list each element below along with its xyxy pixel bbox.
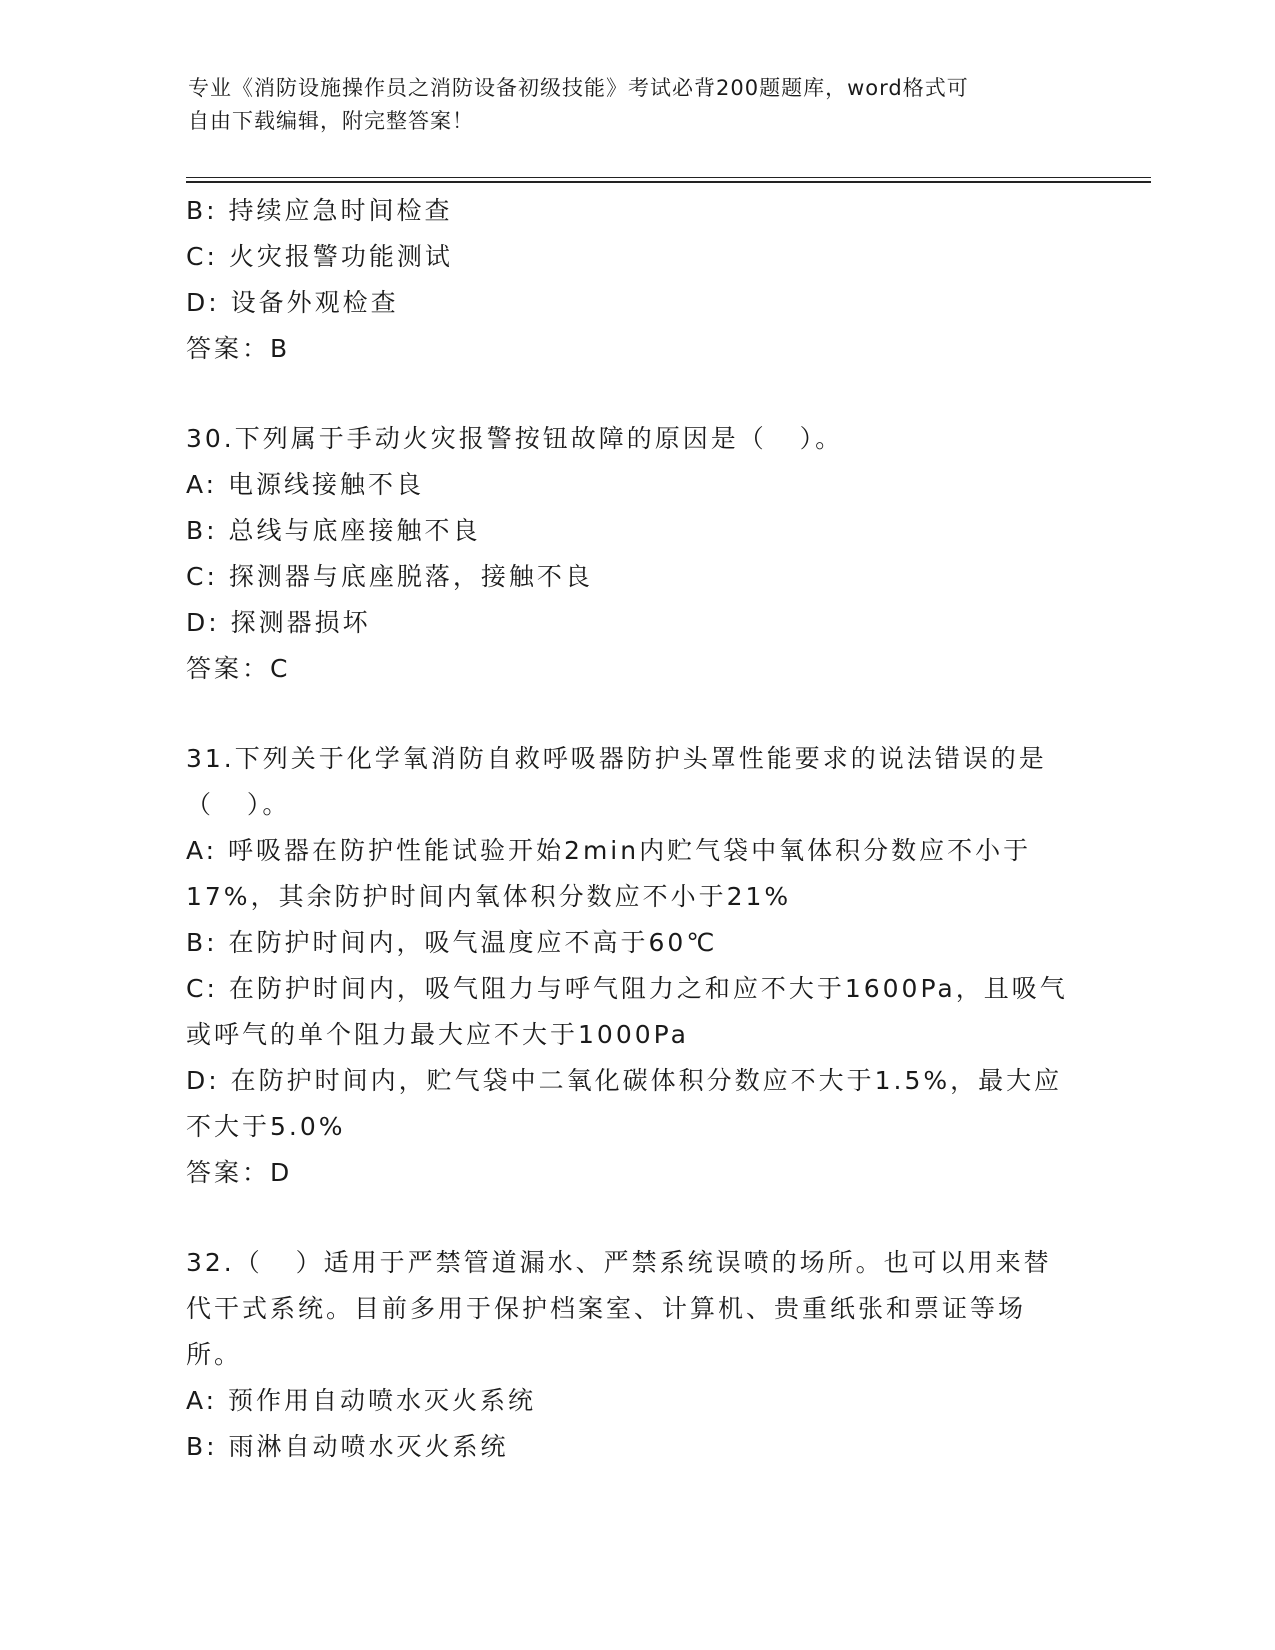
answer-line: 答案：B [186,334,291,363]
option-d-line-1: D: 在防护时间内，贮气袋中二氧化碳体积分数应不大于1.5%，最大应 [186,1066,1063,1095]
option-d: D: 设备外观检查 [186,288,399,317]
option-b: B: 在防护时间内，吸气温度应不高于60℃ [186,928,718,957]
question-stem: 30.下列属于手动火灾报警按钮故障的原因是（ ）。 [186,424,844,453]
option-b: B: 总线与底座接触不良 [186,516,481,545]
answer-line: 答案：C [186,654,291,683]
option-a: A: 预作用自动喷水灭火系统 [186,1386,537,1415]
option-d-line-2: 不大于5.0% [186,1112,346,1141]
header-text-line-2: 自由下载编辑，附完整答案！ [188,109,474,133]
option-b: B: 雨淋自动喷水灭火系统 [186,1432,509,1461]
question-stem-line-3: 所。 [186,1340,243,1369]
option-c-line-1: C: 在防护时间内，吸气阻力与呼气阻力之和应不大于1600Pa，且吸气 [186,974,1068,1003]
header-text-line-1: 专业《消防设施操作员之消防设备初级技能》考试必背200题题库，word格式可 [188,76,969,100]
option-a-line-1: A: 呼吸器在防护性能试验开始2min内贮气袋中氧体积分数应不小于 [186,836,1032,865]
header-divider-thin [186,177,1151,178]
option-c: C: 探测器与底座脱落，接触不良 [186,562,593,591]
document-body [186,188,1086,1470]
page-header [188,72,1068,138]
option-c-line-2: 或呼气的单个阻力最大应不大于1000Pa [186,1020,689,1049]
question-stem-line-1: 32.（ ）适用于严禁管道漏水、严禁系统误喷的场所。也可以用来替 [186,1248,1052,1277]
question-stem-line-2: （ ）。 [186,790,291,819]
answer-line: 答案：D [186,1158,293,1187]
option-d: D: 探测器损坏 [186,608,371,637]
question-stem-line-2: 代干式系统。目前多用于保护档案室、计算机、贵重纸张和票证等场 [186,1294,1027,1323]
header-divider-thick [186,181,1151,183]
option-a-line-2: 17%，其余防护时间内氧体积分数应不小于21% [186,882,792,911]
option-c: C: 火灾报警功能测试 [186,242,453,271]
question-31 [186,736,1086,1196]
option-b: B: 持续应急时间检查 [186,196,453,225]
question-30 [186,416,1086,692]
question-32 [186,1240,1086,1470]
question-29-tail [186,188,1086,372]
question-stem-line-1: 31.下列关于化学氧消防自救呼吸器防护头罩性能要求的说法错误的是 [186,744,1047,773]
option-a: A: 电源线接触不良 [186,470,425,499]
